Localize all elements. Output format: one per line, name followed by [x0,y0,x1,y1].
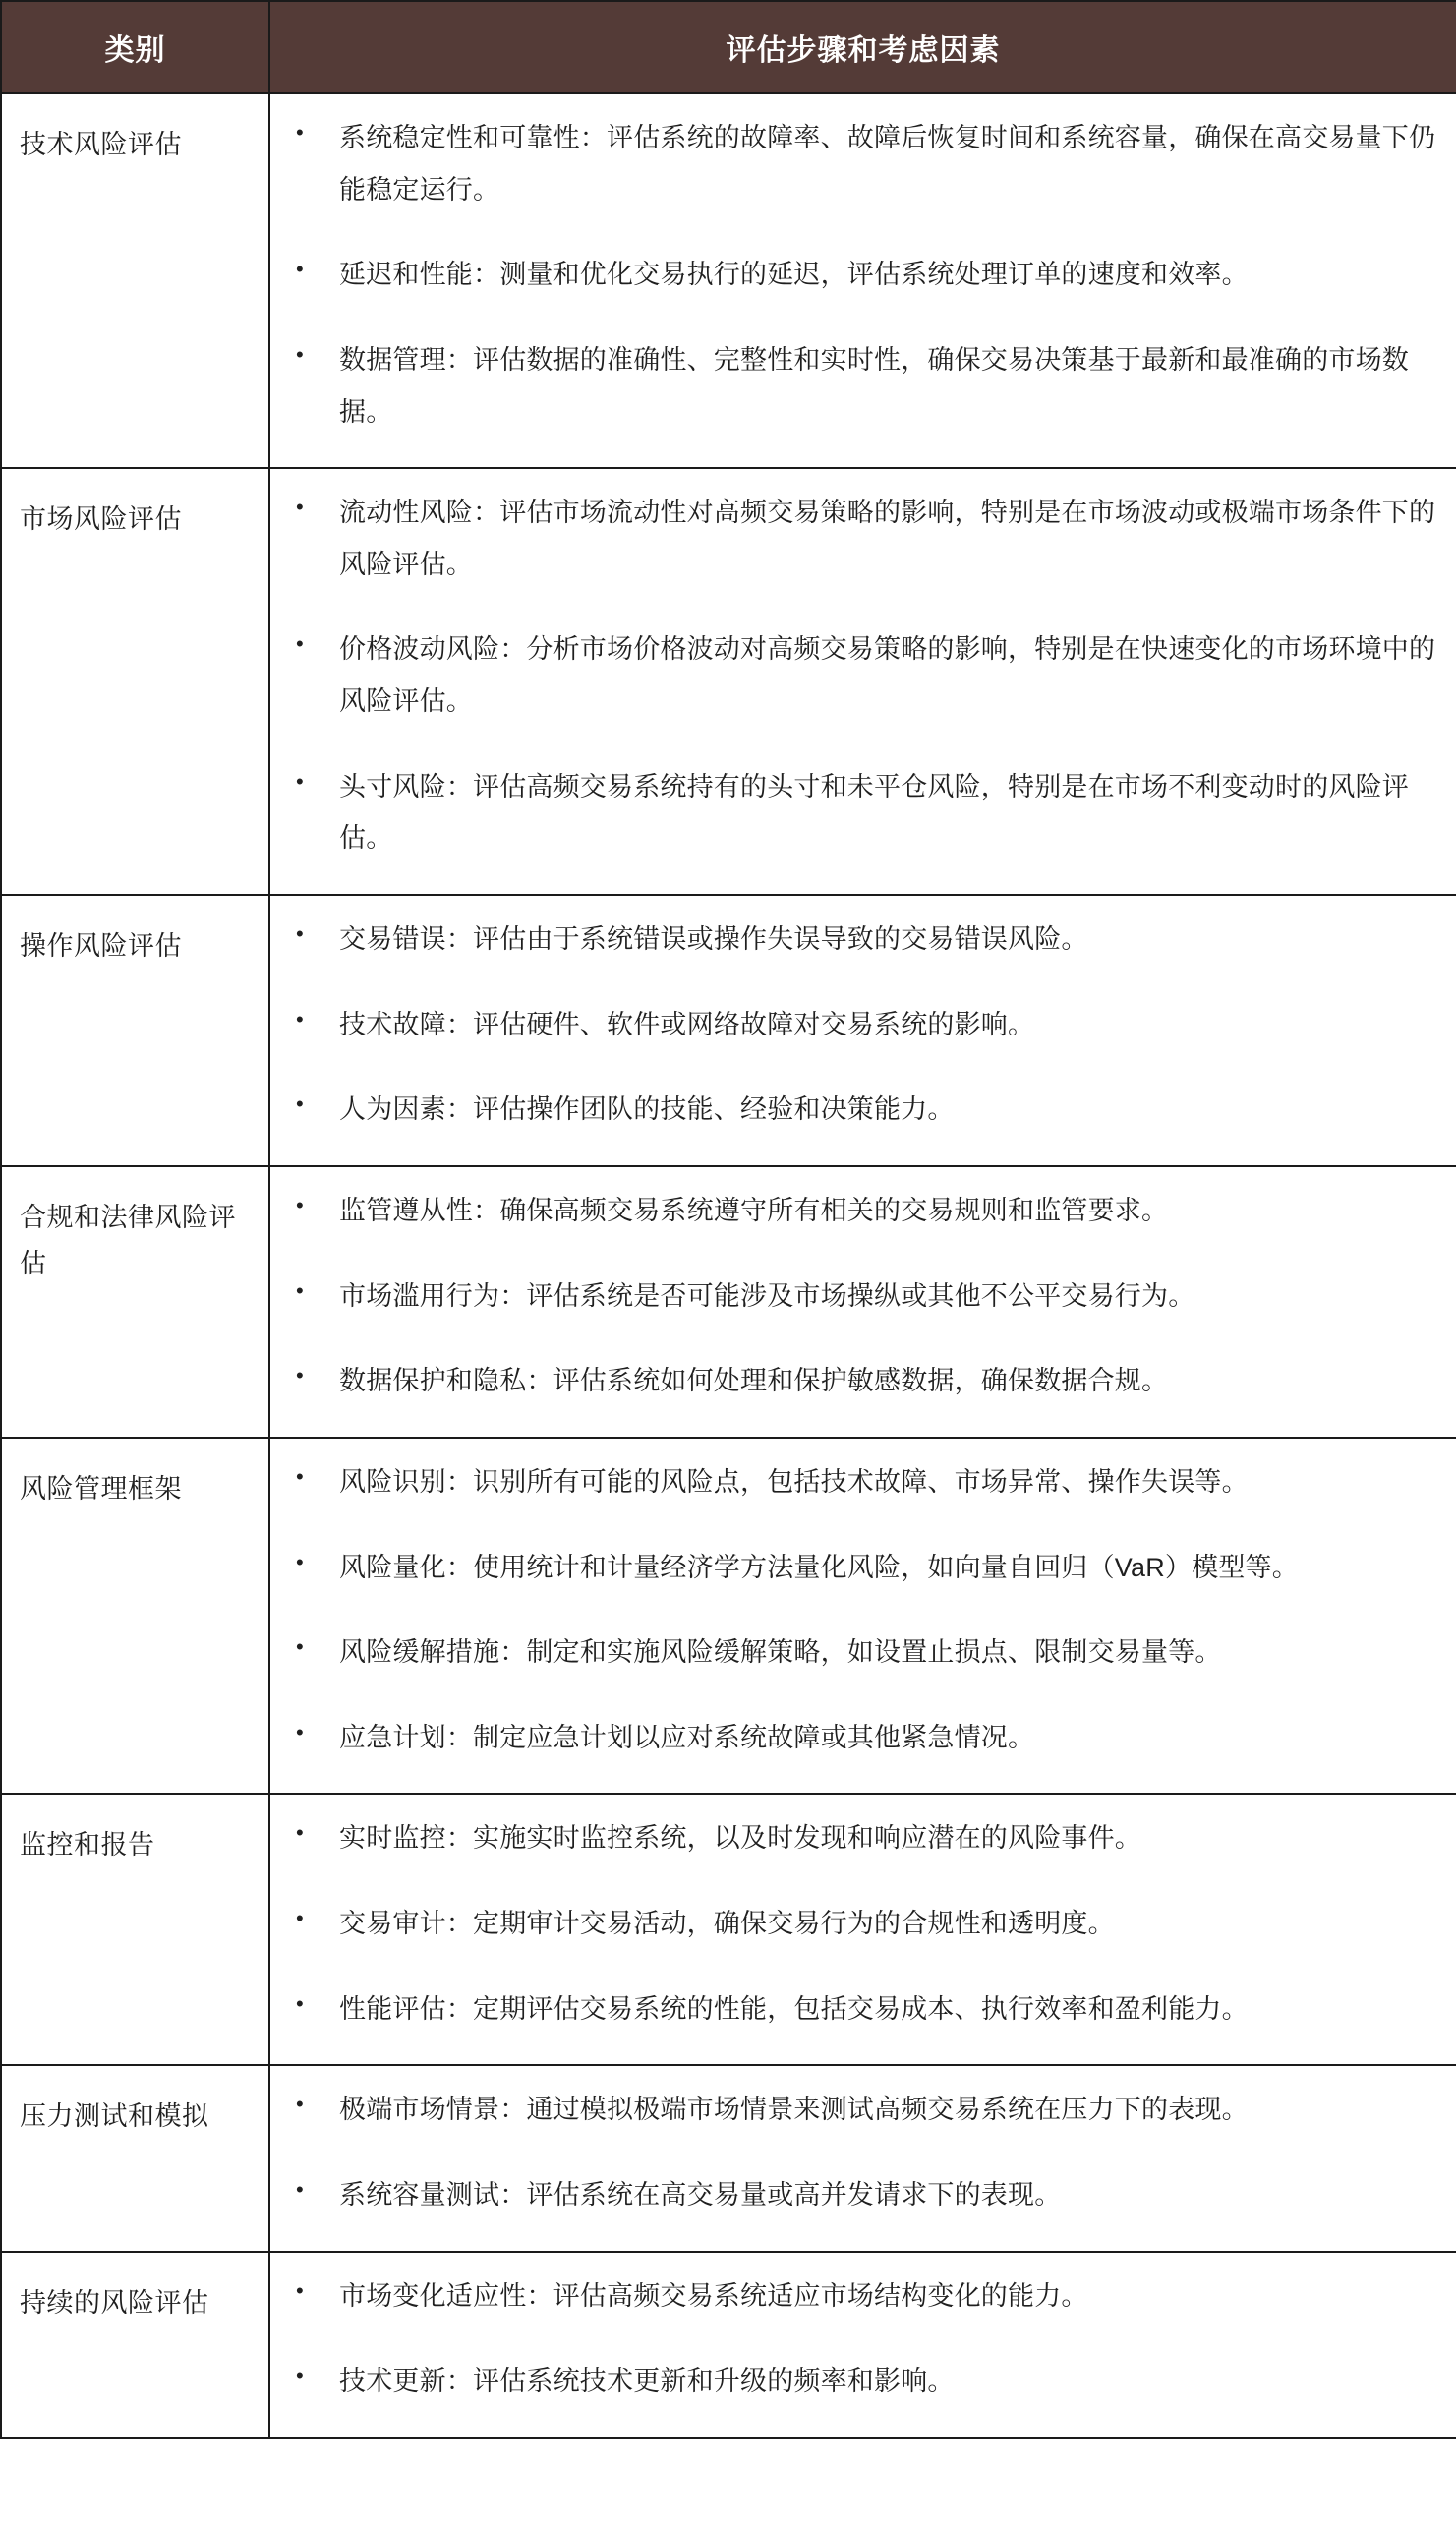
table-row [1,468,1456,895]
table-body [1,93,1456,2438]
bullet-item: • 技术故障：评估硬件、软件或网络故障对交易系统的影响。 [280,999,1440,1051]
bullet-item: • 头寸风险：评估高频交易系统持有的头寸和未平仓风险，特别是在市场不利变动时的风险评估。 [280,761,1440,864]
bullet-list [280,112,1440,438]
bullet-list [280,1812,1440,2035]
bullet-list [280,1185,1440,1407]
bullet-item: • 风险识别：识别所有可能的风险点，包括技术故障、市场异常、操作失误等。 [280,1456,1440,1508]
bullet-list [280,2271,1440,2407]
table-row [1,2252,1456,2438]
bullet-item: • 风险缓解措施：制定和实施风险缓解策略，如设置止损点、限制交易量等。 [280,1626,1440,1679]
bullet-item: • 人为因素：评估操作团队的技能、经验和决策能力。 [280,1084,1440,1136]
cell-category: 操作风险评估 [1,895,269,1166]
header-row [1,1,1456,93]
table-row [1,1166,1456,1438]
table-row [1,1794,1456,2065]
cell-category: 技术风险评估 [1,93,269,468]
bullet-item: • 市场变化适应性：评估高频交易系统适应市场结构变化的能力。 [280,2271,1440,2323]
bullet-item: • 流动性风险：评估市场流动性对高频交易策略的影响，特别是在市场波动或极端市场条件下的风险评估。 [280,487,1440,590]
cell-steps [269,1794,1456,2065]
bullet-item: • 交易错误：评估由于系统错误或操作失误导致的交易错误风险。 [280,914,1440,966]
bullet-item: • 实时监控：实施实时监控系统，以及时发现和响应潜在的风险事件。 [280,1812,1440,1864]
cell-steps [269,468,1456,895]
column-header-steps: 评估步骤和考虑因素 [269,1,1456,93]
column-header-category: 类别 [1,1,269,93]
bullet-list [280,487,1440,864]
table-header [1,1,1456,93]
cell-category: 市场风险评估 [1,468,269,895]
bullet-item: • 延迟和性能：测量和优化交易执行的延迟，评估系统处理订单的速度和效率。 [280,249,1440,301]
cell-steps [269,1166,1456,1438]
bullet-item: • 价格波动风险：分析市场价格波动对高频交易策略的影响，特别是在快速变化的市场环境中的风险评估。 [280,623,1440,727]
table-row [1,1438,1456,1795]
table-row [1,2065,1456,2251]
bullet-item: • 系统容量测试：评估系统在高交易量或高并发请求下的表现。 [280,2169,1440,2221]
bullet-item: • 数据管理：评估数据的准确性、完整性和实时性，确保交易决策基于最新和最准确的市场数据。 [280,334,1440,438]
cell-category: 压力测试和模拟 [1,2065,269,2251]
table-row [1,93,1456,468]
bullet-list [280,2084,1440,2220]
cell-steps [269,2252,1456,2438]
bullet-item: • 极端市场情景：通过模拟极端市场情景来测试高频交易系统在压力下的表现。 [280,2084,1440,2136]
bullet-list [280,1456,1440,1764]
cell-category: 风险管理框架 [1,1438,269,1795]
bullet-item: • 监管遵从性：确保高频交易系统遵守所有相关的交易规则和监管要求。 [280,1185,1440,1237]
bullet-item: • 性能评估：定期评估交易系统的性能，包括交易成本、执行效率和盈利能力。 [280,1983,1440,2036]
bullet-list [280,914,1440,1136]
bullet-item: • 应急计划：制定应急计划以应对系统故障或其他紧急情况。 [280,1712,1440,1764]
bullet-item: • 技术更新：评估系统技术更新和升级的频率和影响。 [280,2355,1440,2407]
bullet-item: • 系统稳定性和可靠性：评估系统的故障率、故障后恢复时间和系统容量，确保在高交易量下仍能稳定运行。 [280,112,1440,215]
bullet-item: • 交易审计：定期审计交易活动，确保交易行为的合规性和透明度。 [280,1898,1440,1950]
bullet-item: • 市场滥用行为：评估系统是否可能涉及市场操纵或其他不公平交易行为。 [280,1271,1440,1323]
cell-category: 监控和报告 [1,1794,269,2065]
cell-category: 持续的风险评估 [1,2252,269,2438]
cell-steps [269,93,1456,468]
cell-steps [269,2065,1456,2251]
cell-steps [269,1438,1456,1795]
table-row [1,895,1456,1166]
cell-steps [269,895,1456,1166]
bullet-item: • 数据保护和隐私：评估系统如何处理和保护敏感数据，确保数据合规。 [280,1355,1440,1407]
cell-category: 合规和法律风险评估 [1,1166,269,1438]
bullet-item: • 风险量化：使用统计和计量经济学方法量化风险，如向量自回归（VaR）模型等。 [280,1542,1440,1594]
